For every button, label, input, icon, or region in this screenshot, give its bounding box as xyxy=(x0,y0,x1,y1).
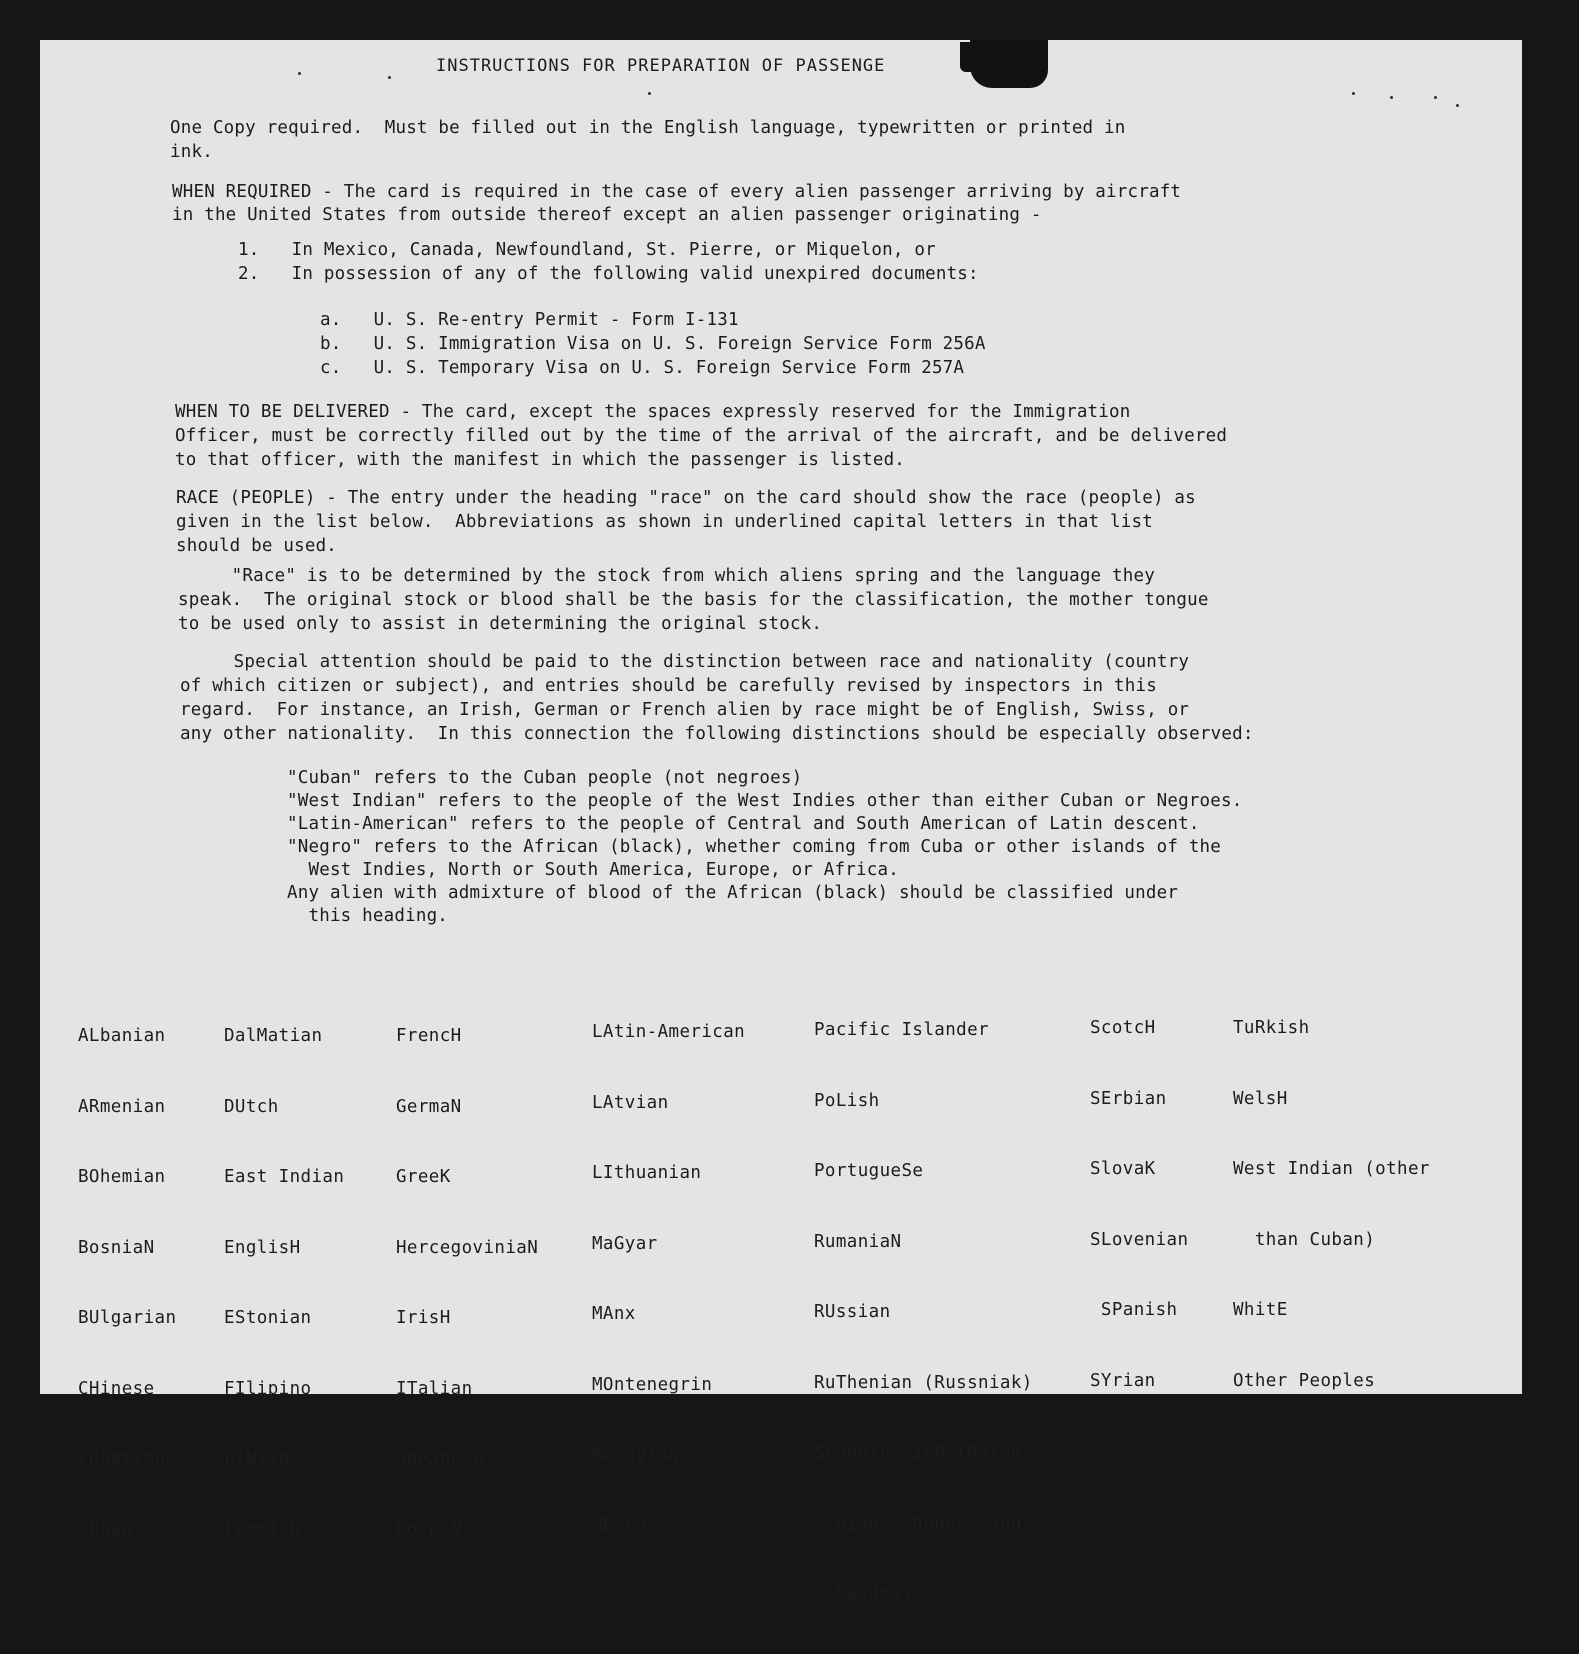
speck xyxy=(1434,96,1437,99)
race-entry: ITalian xyxy=(396,1378,473,1399)
race-column-7 xyxy=(1233,970,1430,1440)
race-para-3-line-4: any other nationality. In this connection the following distinctions should be especially observed: xyxy=(180,724,1254,744)
race-entry: CUban xyxy=(78,1519,133,1540)
distinction-line: "West Indian" refers to the people of the West Indies other than either Cuban or Negroes. xyxy=(287,791,1243,811)
when-required-line-2: in the United States from outside thereof except an alien passenger originating - xyxy=(172,205,1042,225)
distinction-line: this heading. xyxy=(287,906,449,926)
page-title: INSTRUCTIONS FOR PREPARATION OF PASSENGE xyxy=(436,56,886,76)
race-entry: LIthuanian xyxy=(592,1163,702,1183)
when-delivered-line-2: Officer, must be correctly filled out by the time of the arrival of the aircraft, and be delivered xyxy=(175,426,1228,446)
race-entry: GermaN xyxy=(396,1096,462,1117)
race-entry: RUssian xyxy=(814,1302,891,1322)
race-entry: RuThenian (Russniak) xyxy=(814,1372,1033,1393)
race-column-6 xyxy=(1090,970,1188,1440)
race-entry: ARmenian xyxy=(78,1096,166,1117)
when-required-item: 2. In possession of any of the following valid unexpired documents: xyxy=(238,264,979,284)
race-entry: Other Peoples xyxy=(1233,1370,1376,1391)
race-entry: than Cuban) xyxy=(1233,1229,1376,1250)
race-para-2-line-1: "Race" is to be determined by the stock from which aliens spring and the language they xyxy=(178,566,1155,586)
race-entry: GreeK xyxy=(396,1167,451,1187)
race-entry: PoLish xyxy=(814,1090,880,1111)
race-entry: SlovaK xyxy=(1090,1159,1156,1179)
race-entry: TuRkish xyxy=(1233,1018,1310,1038)
race-para-3-line-2: of which citizen or subject), and entries should be carefully revised by inspectors in this xyxy=(180,676,1157,696)
race-entry: FrencH xyxy=(396,1026,462,1046)
race-entry: SPanish xyxy=(1090,1300,1178,1320)
race-column-2 xyxy=(224,978,344,1589)
race-entry: MOntenegrin xyxy=(592,1374,713,1395)
race-para-2-line-3: to be used only to assist in determining the original stock. xyxy=(178,614,823,634)
race-entry: CRoatian xyxy=(78,1449,166,1469)
race-entry: JaPanese xyxy=(396,1449,484,1469)
race-para-2-line-2: speak. The original stock or blood shall be the basis for the classification, the mother tongue xyxy=(178,590,1209,610)
race-entry: ALbanian xyxy=(78,1026,166,1046)
race-column-3 xyxy=(396,978,538,1589)
copy-line-1: One Copy required. Must be filled out in the English language, typewritten or printed in xyxy=(170,118,1126,138)
race-entry: FIlipino xyxy=(224,1378,312,1399)
race-entry: RumaniaN xyxy=(814,1231,902,1252)
race-entry: FLemish xyxy=(224,1519,301,1540)
race-entry: DUtch xyxy=(224,1096,279,1117)
distinction-line: "Cuban" refers to the Cuban people (not negroes) xyxy=(287,768,803,788)
when-required-item: 1. In Mexico, Canada, Newfoundland, St. Pierre, or Miquelon, or xyxy=(238,240,936,260)
speck xyxy=(1352,92,1355,95)
race-entry: WhitE xyxy=(1233,1300,1288,1320)
distinction-line: "Latin-American" refers to the people of Central and South American of Latin descent. xyxy=(287,814,1200,834)
when-delivered-line-1: WHEN TO BE DELIVERED - The card, except the spaces expressly reserved for the Immigration xyxy=(175,402,1131,422)
race-line-1: RACE (PEOPLE) - The entry under the heading "race" on the card should show the race (people) as xyxy=(176,488,1196,508)
speck xyxy=(1456,104,1459,107)
race-entry: SErbian xyxy=(1090,1088,1167,1109)
speck xyxy=(1390,96,1393,99)
race-line-2: given in the list below. Abbreviations as shown in underlined capital letters in that list xyxy=(176,512,1153,532)
race-entry: KoreaN xyxy=(396,1519,462,1540)
when-delivered-line-3: to that officer, with the manifest in which the passenger is listed. xyxy=(175,450,906,470)
race-entry: PortugueSe xyxy=(814,1161,924,1181)
distinction-line: "Negro" refers to the African (black), whether coming from Cuba or other islands of the xyxy=(287,837,1222,857)
race-entry: ScotcH xyxy=(1090,1018,1156,1038)
race-column-4 xyxy=(592,974,745,1585)
distinction-line: West Indies, North or South America, Europe, or Africa. xyxy=(287,860,899,880)
race-entry: SYrian xyxy=(1090,1370,1156,1391)
race-entry: ScandinaviaN (Norwe- xyxy=(814,1443,1033,1463)
race-entry: WelsH xyxy=(1233,1088,1288,1109)
race-line-3: should be used. xyxy=(176,536,338,556)
race-column-5 xyxy=(814,972,1033,1654)
race-entry: East Indian xyxy=(224,1167,345,1187)
race-entry: SLovenian xyxy=(1090,1229,1189,1250)
race-entry: DalMatian xyxy=(224,1026,323,1046)
speck xyxy=(298,72,301,75)
when-required-line-1: WHEN REQUIRED - The card is required in the case of every alien passenger arriving by aircraft xyxy=(172,182,1182,202)
race-entry: LAtvian xyxy=(592,1092,669,1113)
ink-blot-edge xyxy=(960,42,984,72)
race-entry: CHinese xyxy=(78,1378,155,1399)
race-entry: BOhemian xyxy=(78,1167,166,1187)
race-entry: HercegoviniaN xyxy=(396,1237,539,1258)
race-entry: NEgro xyxy=(592,1515,647,1536)
race-para-3-line-3: regard. For instance, an Irish, German or French alien by race might be of English, Swiss, or xyxy=(180,700,1190,720)
race-entry: EnglisH xyxy=(224,1237,301,1258)
race-entry: BUlgarian xyxy=(78,1308,177,1328)
document-item: c. U. S. Temporary Visa on U. S. Foreign Service Form 257A xyxy=(320,358,965,378)
race-entry: MoraviaN xyxy=(592,1445,680,1465)
race-column-1 xyxy=(78,978,176,1589)
race-entry: EStonian xyxy=(224,1308,312,1328)
race-entry: IrisH xyxy=(396,1308,451,1328)
race-entry: West Indian (other xyxy=(1233,1159,1430,1179)
document-item: a. U. S. Re-entry Permit - Form I-131 xyxy=(320,310,739,330)
race-entry: FINish xyxy=(224,1449,290,1469)
distinction-line: Any alien with admixture of blood of the African (black) should be classified under xyxy=(287,883,1179,903)
race-entry: gians, Danes, and xyxy=(814,1513,1022,1534)
race-entry: MAnx xyxy=(592,1304,636,1324)
race-entry: Pacific Islander xyxy=(814,1020,989,1040)
race-entry: BosniaN xyxy=(78,1237,155,1258)
speck xyxy=(648,92,651,95)
race-entry: Swedes) xyxy=(814,1584,913,1604)
speck xyxy=(388,76,391,79)
race-para-3-line-1: Special attention should be paid to the distinction between race and nationality (country xyxy=(180,652,1190,672)
race-entry: MaGyar xyxy=(592,1233,658,1254)
race-entry: LAtin-American xyxy=(592,1022,746,1042)
document-sheet xyxy=(40,40,1522,1604)
document-item: b. U. S. Immigration Visa on U. S. Foreign Service Form 256A xyxy=(320,334,986,354)
copy-line-2: ink. xyxy=(170,142,213,162)
